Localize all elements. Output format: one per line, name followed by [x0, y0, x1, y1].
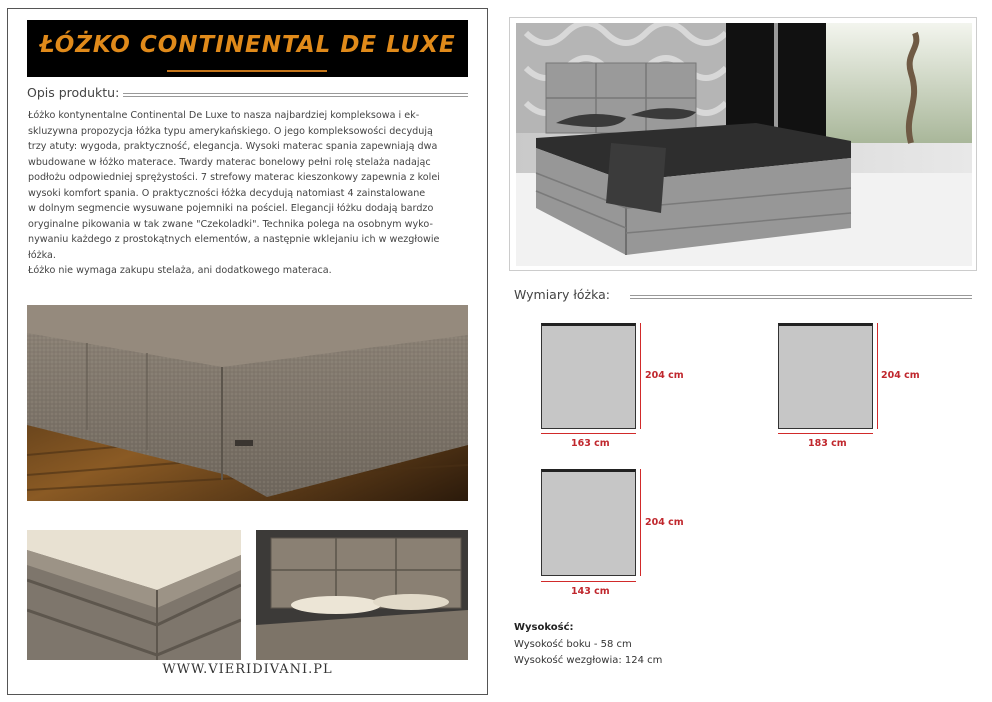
- width-line: [778, 433, 873, 434]
- description-line: skluzywna propozycja łóżka typu amerykańskiego. O jego kompleksowości decydują: [28, 125, 433, 137]
- width-line: [541, 433, 636, 434]
- length-label: 204 cm: [645, 517, 684, 528]
- title-banner: [27, 20, 468, 77]
- description-line: podłożu odpowiedniej sprężystości. 7 strefowy materac kieszonkowy zapewnia z kolei: [28, 172, 440, 183]
- description-rule: [118, 93, 468, 97]
- description-line: Łóżko kontynentalne Continental De Luxe to nasza najbardziej kompleksowa i ek-: [28, 110, 420, 121]
- description-line: nywaniu każdego z prostokątnych elementów, a następnie wklejaniu ich w wezgłowie: [28, 234, 440, 245]
- description-text: [28, 108, 476, 279]
- description-line: łóżka.: [28, 249, 56, 261]
- bed-outline: [778, 323, 873, 429]
- description-note: Łóżko nie wymaga zakupu stelaża, ani dodatkowego materaca.: [28, 265, 332, 276]
- bed-outline: [541, 323, 636, 429]
- length-line: [877, 323, 878, 429]
- width-label: 143 cm: [571, 586, 610, 597]
- length-label: 204 cm: [645, 370, 684, 381]
- description-line: wbudowane w łóżko materace. Twardy materac bonelowy pełni rolę stelaża nadając: [28, 156, 431, 168]
- dimensions-rule: [630, 295, 972, 299]
- dimensions-label: Wymiary łóżka:: [514, 287, 614, 302]
- width-line: [541, 581, 636, 582]
- headboard-photo: [256, 530, 468, 660]
- bed-outline: [541, 469, 636, 576]
- length-line: [640, 469, 641, 576]
- description-line: oryginalne pikowania w tak zwane "Czekoladki". Technika polega na osobnym wyko-: [28, 218, 433, 230]
- length-label: 204 cm: [881, 370, 920, 381]
- width-label: 163 cm: [571, 438, 610, 449]
- description-line: trzy atuty: wygoda, praktyczność, elegancja. Wysoki materac spania zapewniają dwa: [28, 141, 438, 152]
- height-title: Wysokość:: [514, 622, 574, 633]
- height-headboard: Wysokość wezgłowia: 124 cm: [514, 655, 663, 666]
- room-photo: [516, 23, 972, 266]
- length-line: [640, 323, 641, 429]
- width-label: 183 cm: [808, 438, 847, 449]
- room-photo-frame: [509, 17, 977, 271]
- page-title: ŁÓŻKO CONTINENTAL DE LUXE: [39, 32, 456, 58]
- height-box: Wysokość boku - 58 cm: [514, 639, 632, 650]
- bed-base-photo: [27, 305, 468, 501]
- title-underline: [167, 70, 327, 72]
- corner-detail-photo: [27, 530, 241, 660]
- description-label: Opis produktu:: [27, 85, 123, 100]
- footer-website[interactable]: WWW.VIERIDIVANI.PL: [162, 662, 333, 677]
- description-line: w dolnym segmencie wysuwane pojemniki na pościel. Elegancji łóżku dodają bardzo: [28, 203, 434, 214]
- description-line: wysoki komfort spania. O praktyczności łóżka decydują natomiast 4 zainstalowane: [28, 187, 426, 199]
